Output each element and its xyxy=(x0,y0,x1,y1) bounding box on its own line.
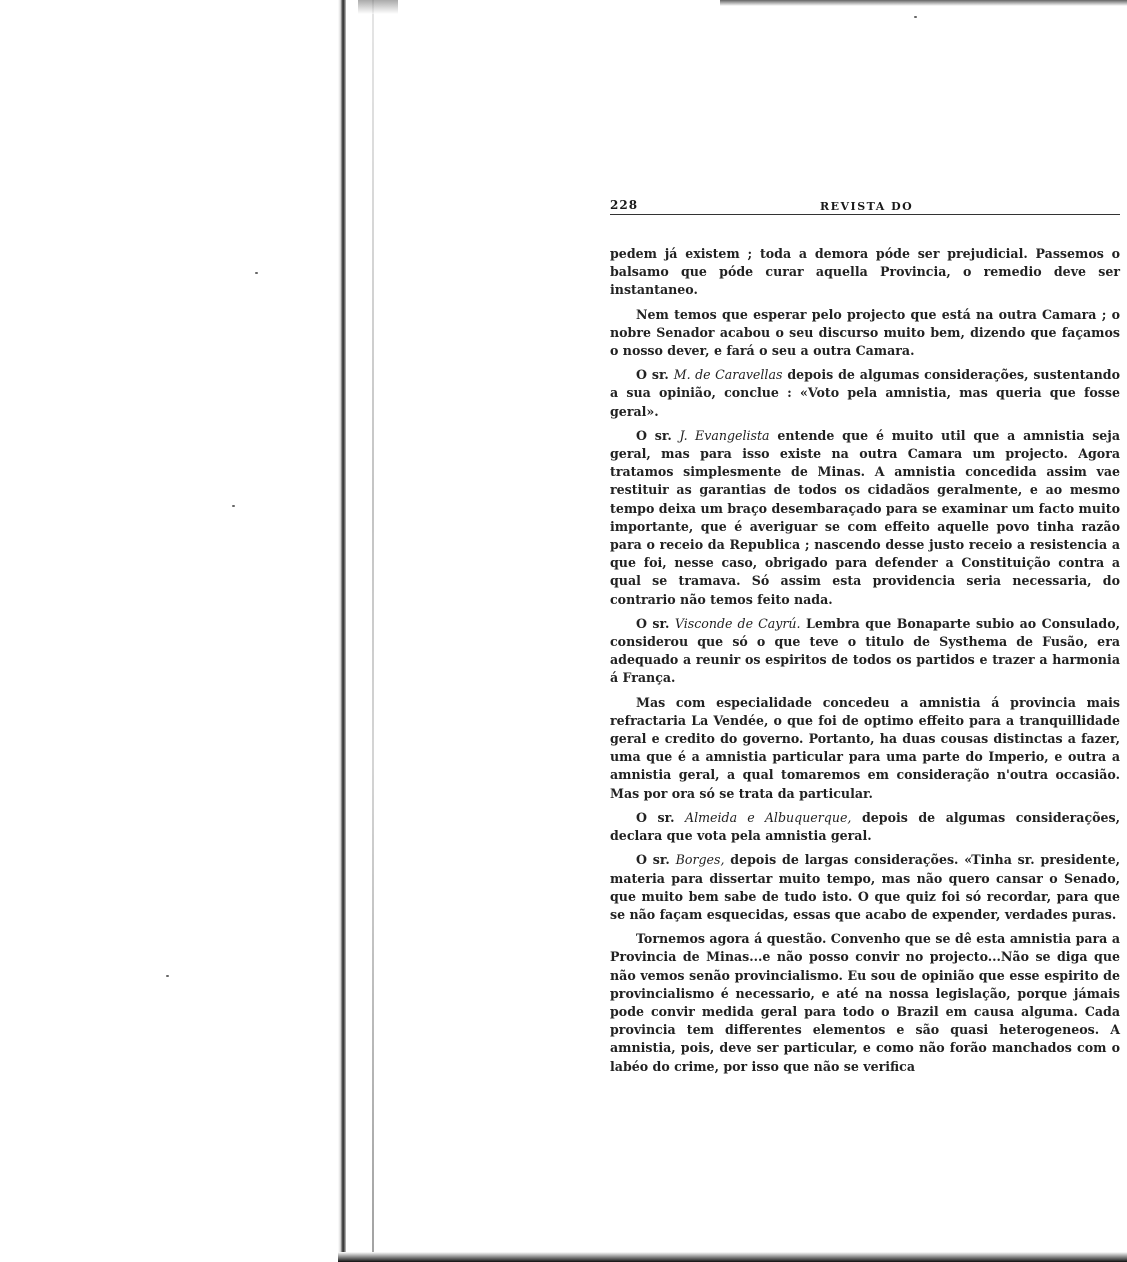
page-header xyxy=(610,190,1120,215)
speaker-name: Borges, xyxy=(675,852,725,868)
paragraph xyxy=(610,930,1120,1076)
paragraph-speaker xyxy=(610,615,1120,688)
scan-top-edge-left xyxy=(358,0,398,14)
paragraph-text: depois de largas considerações. «Tinha sr. presidente, materia para dissertar muito tempo, mas não quero cansar o Senado, que muito bem sabe de tudo isto. O que quiz foi só recordar, para que se não façam esquecidas, essas que acabo de expender, verdades puras. xyxy=(610,852,1120,922)
speaker-lead: O sr. xyxy=(636,615,670,631)
scan-speck xyxy=(232,505,235,507)
page-number: 228 xyxy=(610,198,639,212)
paragraph-text: Mas com especialidade concedeu a amnistia á provincia mais refractaria La Vendée, o que foi de optimo effeito para a tranquillidade geral e credito do governo. Portanto, ha duas cousas distinctas a fazer, uma que é a amnistia particular para uma parte do Imperio, e outra a amnistia geral, a qual tomaremos em consideração n'outra occasião. Mas por ora só se trata da particular. xyxy=(610,694,1120,801)
paragraph-text: depois de algumas considerações, declara que vota pela amnistia geral. xyxy=(610,809,1120,844)
speaker-name: M. de Caravellas xyxy=(673,367,783,383)
book-gutter-shadow xyxy=(338,0,346,1262)
running-head: REVISTA DO xyxy=(820,200,914,213)
speaker-lead: O sr. xyxy=(636,427,672,443)
scan-bottom-edge xyxy=(338,1252,1127,1262)
document-page xyxy=(610,190,1120,1082)
paragraph xyxy=(610,306,1120,361)
paragraph xyxy=(610,694,1120,803)
paragraph xyxy=(610,245,1120,300)
scan-speck xyxy=(255,272,258,274)
paragraph-text: Nem temos que esperar pelo projecto que está na outra Camara ; o nobre Senador acabou o seu discurso muito bem, dizendo que façamos o nosso dever, e fará o seu a outra Camara. xyxy=(610,306,1120,359)
speaker-lead: O sr. xyxy=(636,367,669,383)
paragraph-text: depois de algumas considerações, sustentando a sua opinião, conclue : «Voto pela amnistia, mas queria que fosse geral». xyxy=(610,367,1120,419)
speaker-name: Almeida e Albuquerque, xyxy=(684,809,852,825)
paragraph-speaker xyxy=(610,427,1120,609)
paragraph-speaker xyxy=(610,809,1120,845)
paragraph-text: Lembra que Bonaparte subio ao Consulado, considerou que só o que teve o titulo de Systhema de Fusão, era adequado a reunir os espiritos de todos os partidos e trazer a harmonia á França. xyxy=(610,615,1121,686)
scan-top-edge xyxy=(720,0,1127,6)
paragraph-text: Tornemos agora á questão. Convenho que se dê esta amnistia para a Provincia de Minas...e não posso convir no projecto...Não se diga que não vemos senão provincialismo. Eu sou de opinião que esse espirito de provincialismo é necessario, e até na nossa legislação, porque jámais pode convir medida geral para todo o Brazil em causa alguma. Cada provincia tem differentes elementos e são quasi heterogeneos. A amnistia, pois, deve ser particular, e como não forão manchados com o labéo do crime, por isso que não se verifica xyxy=(610,931,1120,1074)
page-body xyxy=(610,215,1120,1076)
speaker-lead: O sr. xyxy=(636,852,670,868)
speaker-name: Visconde de Cayrú. xyxy=(674,615,801,631)
speaker-lead: O sr. xyxy=(636,809,675,825)
page-crease xyxy=(372,0,374,1262)
speaker-name: J. Evangelista xyxy=(679,427,770,443)
paragraph-text: entende que é muito util que a amnistia seja geral, mas para isso existe na outra Camara um projecto. Agora tratamos simplesmente de Minas. A amnistia concedida assim vae restituir as garantias de todos os cidadãos geralmente, e ao mesmo tempo deixa um braço desembaraçado para se examinar um facto muito importante, que é averiguar se com effeito aquelle povo tinha razão para o receio da Republica ; nascendo desse justo receio a resistencia a que foi, nesse caso, obrigado para defender a Constituição contra a qual se tramava. Só assim esta providencia seria necessaria, do contrario não temos feito nada. xyxy=(610,427,1121,607)
scan-speck xyxy=(166,975,169,977)
paragraph-speaker xyxy=(610,851,1120,924)
paragraph-text: pedem já existem ; toda a demora póde ser prejudicial. Passemos o balsamo que póde curar aquella Provincia, o remedio deve ser instantaneo. xyxy=(610,246,1120,298)
scan-speck xyxy=(914,16,917,18)
paragraph-speaker xyxy=(610,366,1120,421)
